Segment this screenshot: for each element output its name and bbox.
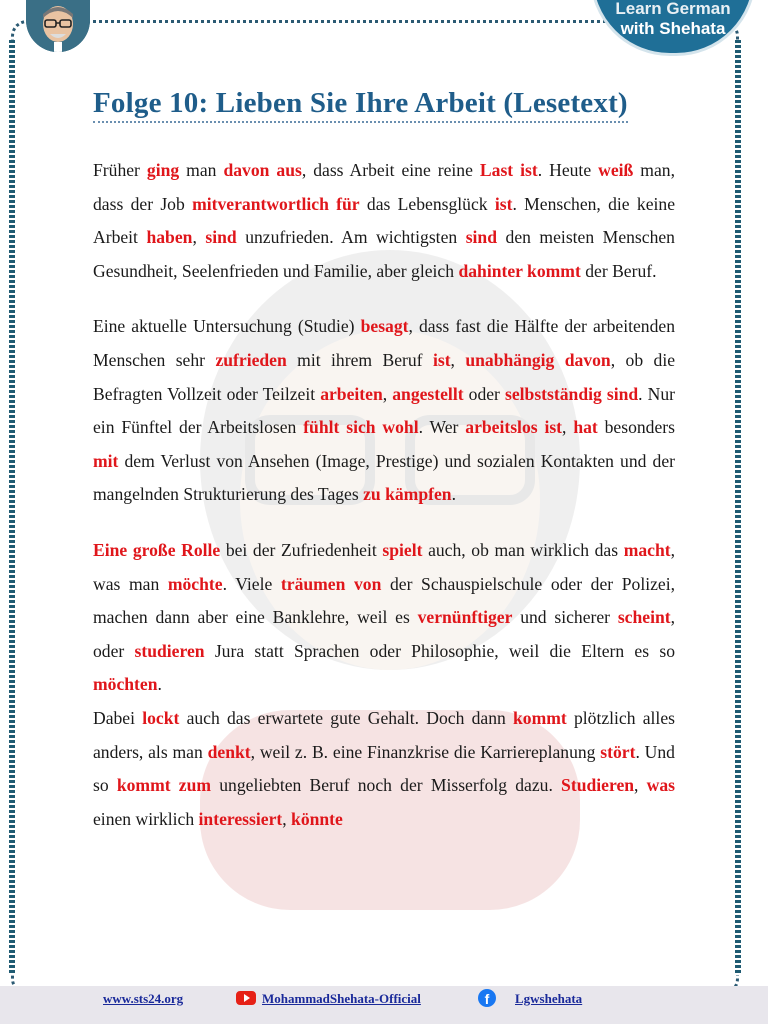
highlighted-phrase: stört <box>600 741 636 762</box>
highlighted-phrase: arbeitslos ist <box>465 417 563 438</box>
text-segment: plötzlich alles anders, als man <box>93 707 675 762</box>
text-segment: . <box>451 484 456 505</box>
text-segment: . Viele <box>222 573 281 594</box>
highlighted-phrase: ist <box>494 193 513 214</box>
highlighted-phrase: weiß <box>598 160 634 180</box>
text-segment: der Schauspielschule oder der Polizei, machen dann aber eine Banklehre, weil es <box>93 573 676 628</box>
highlighted-phrase: was <box>646 775 675 796</box>
highlighted-phrase: macht <box>623 539 671 560</box>
text-segment: , <box>282 808 292 829</box>
highlighted-phrase: zu kämpfen <box>363 484 452 505</box>
highlighted-phrase: Last ist <box>479 160 538 180</box>
text-segment: , dass fast die Hälfte der arbeitenden Menschen sehr <box>93 316 675 370</box>
highlighted-phrase: sind <box>465 227 497 248</box>
highlighted-phrase: besagt <box>360 316 409 337</box>
text-segment: , ob die Befragten Vollzeit oder Teilzeit <box>93 349 676 404</box>
text-segment: auch das erwartete gute Gehalt. Doch dann <box>179 707 513 728</box>
text-segment: oder <box>463 383 505 404</box>
highlighted-phrase: ging <box>146 160 180 180</box>
highlighted-phrase: zufrieden <box>215 349 287 370</box>
text-segment: Früher <box>93 160 147 180</box>
text-segment: man <box>179 160 224 180</box>
facebook-icon: f <box>478 989 496 1007</box>
text-segment: , <box>382 383 393 404</box>
text-segment: man, dass der Job <box>93 160 675 214</box>
text-segment: ungeliebten Beruf noch der Misserfolg dazu. <box>211 775 562 796</box>
text-segment: mit ihrem Beruf <box>286 349 433 370</box>
paragraph <box>93 702 675 836</box>
text-segment: , <box>562 417 574 438</box>
text-segment: den meisten Menschen Gesundheit, Seelenfrieden und Familie, aber gleich <box>93 227 675 281</box>
highlighted-phrase: kommt zum <box>116 775 212 796</box>
text-segment: . Nur ein Fünftel der Arbeitslosen <box>93 383 676 438</box>
text-segment: , dass Arbeit eine reine <box>301 160 480 180</box>
highlighted-phrase: mitverantwortlich für <box>192 193 360 214</box>
text-segment: . Heute <box>537 160 599 180</box>
reading-text <box>93 154 675 836</box>
paragraph <box>93 310 675 512</box>
highlighted-phrase: sind <box>205 227 237 248</box>
text-segment: das Lebensglück <box>359 193 495 214</box>
youtube-icon <box>236 991 256 1005</box>
text-segment: , <box>634 775 647 796</box>
text-segment: , weil z. B. eine Finanzkrise die Karriereplanung <box>250 741 601 762</box>
text-segment: Dabei <box>93 707 143 728</box>
highlighted-phrase: arbeiten <box>320 383 383 404</box>
highlighted-phrase: möchte <box>167 573 223 594</box>
paragraph <box>93 154 675 288</box>
highlighted-phrase: träumen von <box>280 573 382 594</box>
highlighted-phrase: fühlt sich wohl <box>303 417 419 438</box>
text-segment: , <box>192 227 206 248</box>
highlighted-phrase: selbstständig sind <box>505 383 639 404</box>
highlighted-phrase: dahinter kommt <box>458 260 581 281</box>
text-segment: einen wirklich <box>93 808 199 829</box>
text-segment: der Beruf. <box>580 260 657 281</box>
text-segment: unzufrieden. Am wichtigsten <box>236 227 466 248</box>
highlighted-phrase: kommt <box>513 707 567 728</box>
youtube-channel-link[interactable]: MohammadShehata-Official <box>262 991 421 1006</box>
text-segment: . Und so <box>93 741 675 796</box>
text-segment: auch, ob man wirklich das <box>422 539 624 560</box>
highlighted-phrase: Studieren <box>561 775 635 796</box>
text-segment: . <box>157 674 162 695</box>
highlighted-phrase: denkt <box>207 741 251 762</box>
text-segment: besonders <box>597 417 675 438</box>
highlighted-phrase: mit <box>93 450 119 471</box>
text-segment: , was man <box>93 539 676 594</box>
highlighted-phrase: ist <box>432 349 451 370</box>
page-border-right <box>735 40 741 975</box>
highlighted-phrase: davon aus <box>223 160 302 180</box>
highlighted-phrase: unabhängig davon <box>465 349 611 370</box>
footer-bar <box>0 986 768 1024</box>
text-segment: dem Verlust von Ansehen (Image, Prestige) und sozialen Kontakten und der mangelnden Strukturierung des Tages <box>93 450 675 505</box>
brand-line-1: Learn German <box>615 0 731 18</box>
highlighted-phrase: Eine große Rolle <box>93 539 221 560</box>
highlighted-phrase: interessiert <box>198 808 283 829</box>
text-segment: , <box>450 349 466 370</box>
highlighted-phrase: studieren <box>134 640 205 661</box>
text-segment: . Menschen, die keine Arbeit <box>93 193 675 248</box>
text-segment: bei der Zufriedenheit <box>220 539 383 560</box>
highlighted-phrase: haben <box>146 227 193 248</box>
highlighted-phrase: möchten <box>93 674 158 695</box>
highlighted-phrase: spielt <box>382 539 423 560</box>
text-segment: Jura statt Sprachen oder Philosophie, weil die Eltern es so <box>204 640 675 661</box>
text-segment: , oder <box>93 607 676 661</box>
facebook-page-link[interactable]: Lgwshehata <box>515 991 583 1006</box>
highlighted-phrase: könnte <box>291 808 343 829</box>
text-segment: . Wer <box>418 417 466 438</box>
page-border-left <box>9 40 15 975</box>
highlighted-phrase: scheint <box>617 607 671 628</box>
text-segment: Eine aktuelle Untersuchung (Studie) <box>93 316 361 337</box>
highlighted-phrase: hat <box>573 417 598 438</box>
highlighted-phrase: angestellt <box>392 383 464 404</box>
website-link[interactable]: www.sts24.org <box>103 991 184 1006</box>
highlighted-phrase: lockt <box>142 707 180 728</box>
brand-line-2: with Shehata <box>620 19 726 38</box>
paragraph <box>93 534 675 702</box>
page-title: Folge 10: Lieben Sie Ihre Arbeit (Lesetext) <box>93 86 628 123</box>
text-segment: und sicherer <box>512 607 618 628</box>
highlighted-phrase: vernünftiger <box>417 607 513 628</box>
